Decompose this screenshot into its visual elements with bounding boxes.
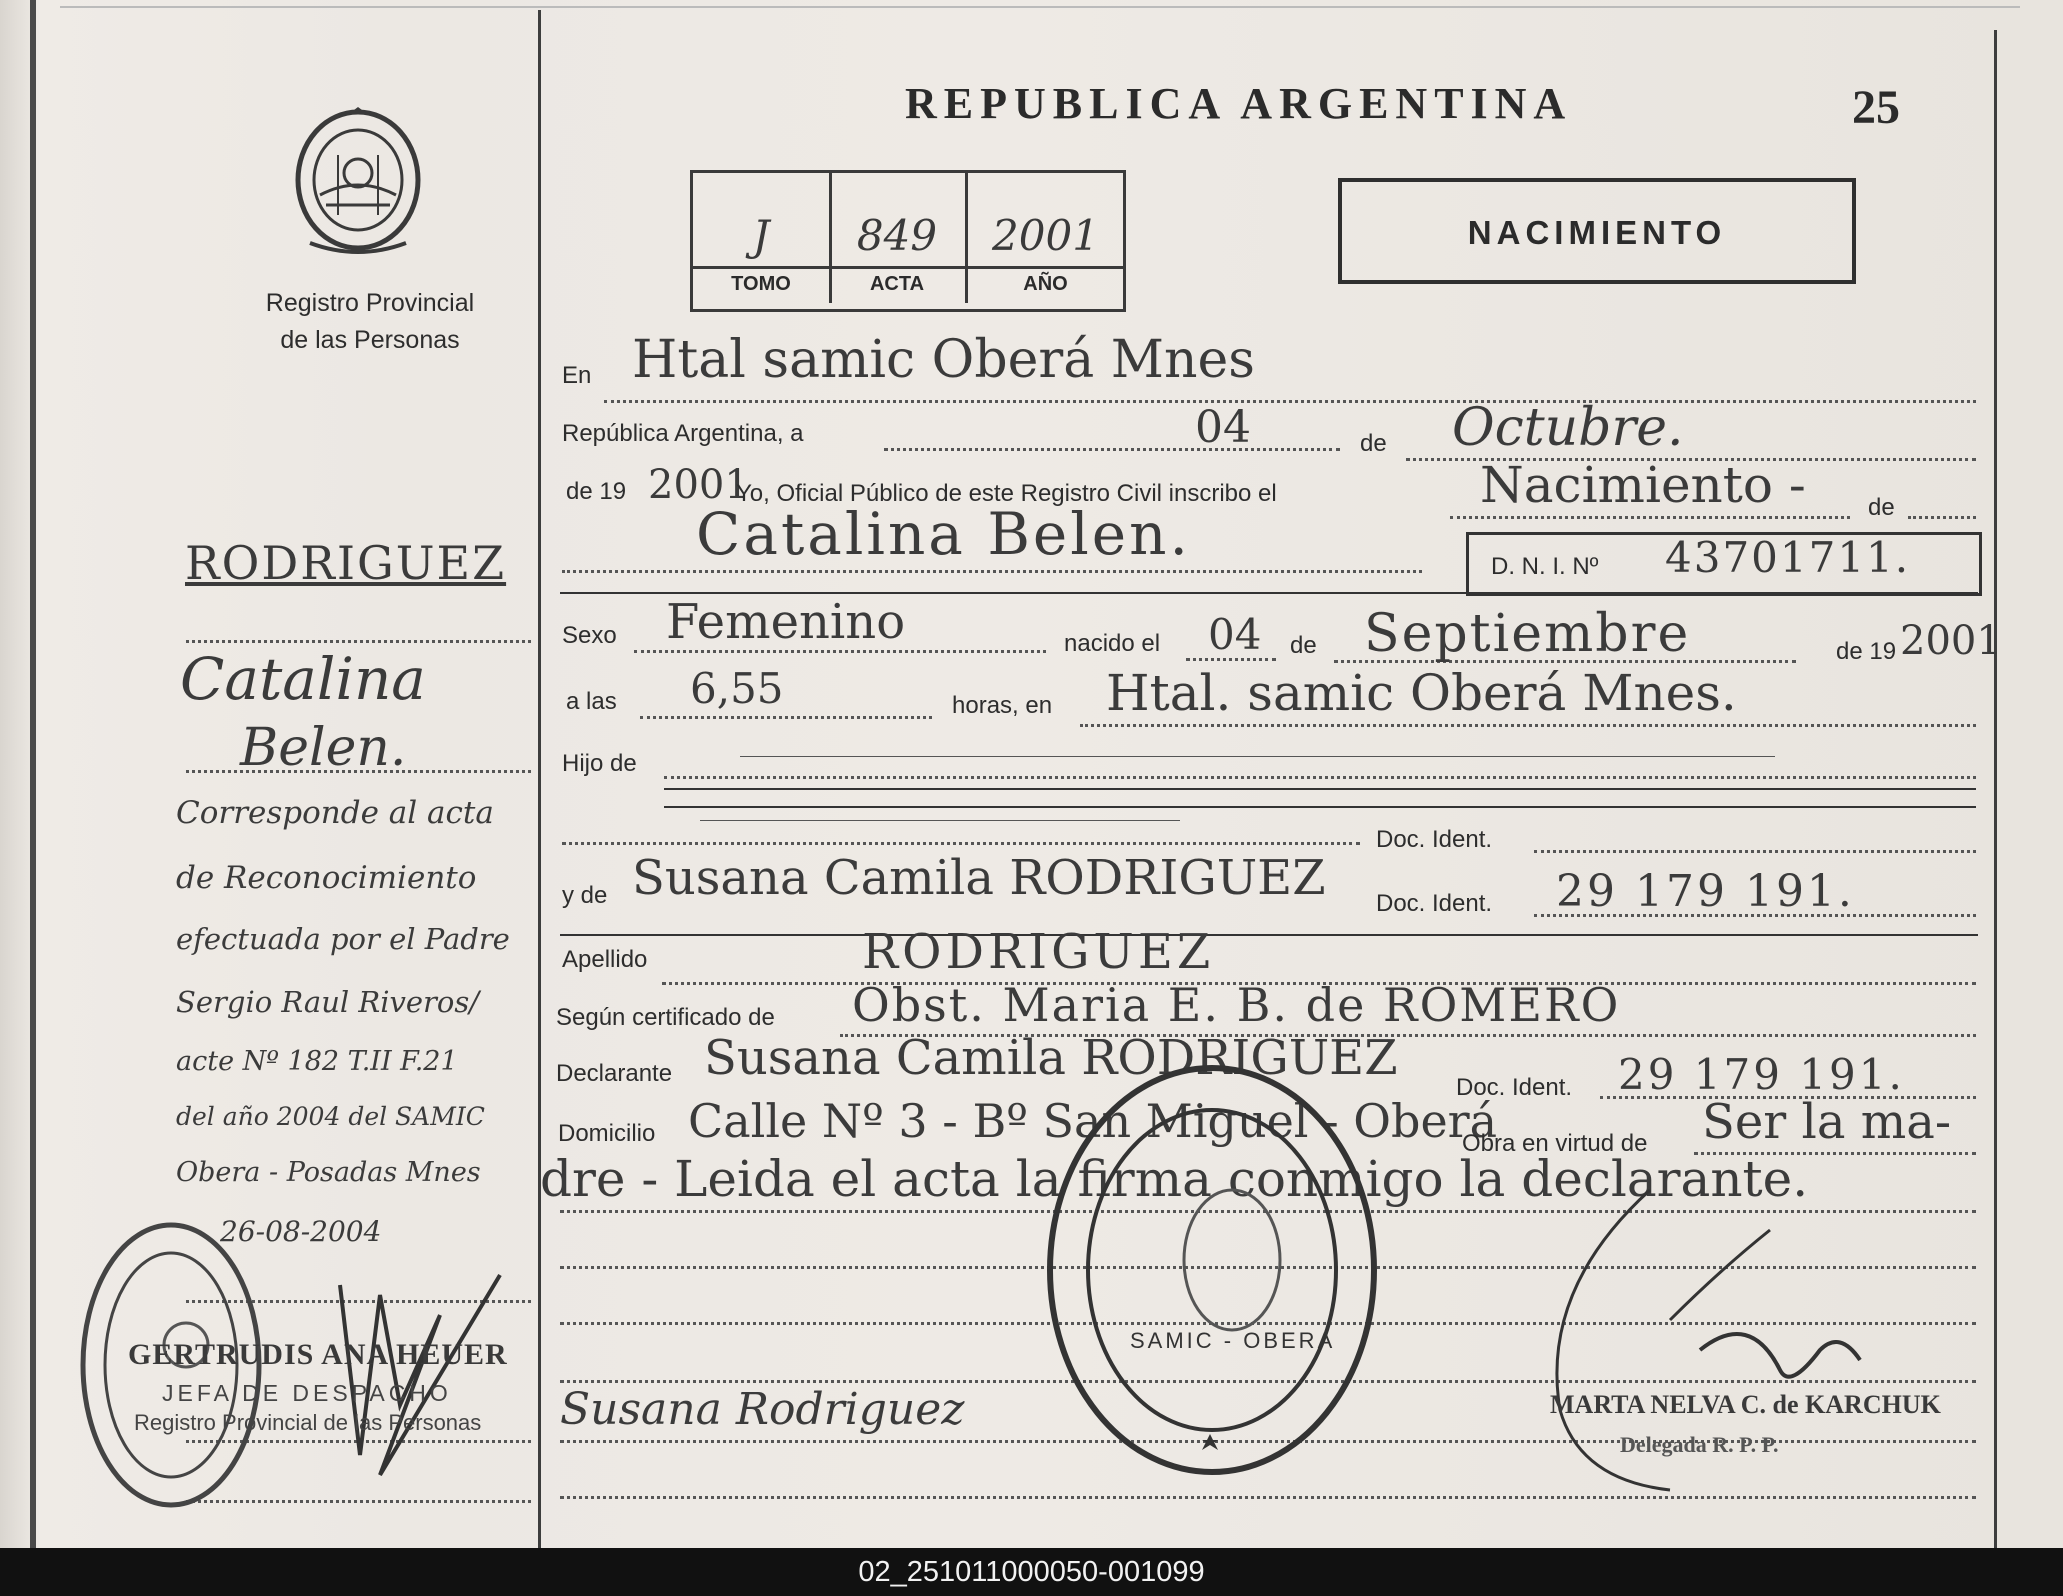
- en-dots: [604, 400, 1976, 403]
- sexo-dots: [634, 650, 1046, 653]
- horas-en-label: horas, en: [952, 692, 1053, 719]
- de19b-label: de 19: [1836, 638, 1897, 665]
- declarante-label: Declarante: [556, 1060, 673, 1087]
- margin-note-line-6: del año 2004 del SAMIC: [176, 1102, 485, 1131]
- de19-label: de 19: [566, 478, 627, 505]
- republica-label: República Argentina, a: [562, 420, 804, 447]
- anio-acta-value: 2001: [648, 462, 750, 508]
- obra-value: Ser la ma-: [1702, 1094, 1952, 1150]
- mes-value: Octubre.: [1452, 398, 1684, 458]
- image-code: 02_251011000050-001099: [858, 1556, 1205, 1588]
- top-edge-line: [60, 6, 2020, 8]
- madre-doc-value: 29 179 191.: [1556, 866, 1855, 917]
- certificado-value: Obst. Maria E. B. de ROMERO: [852, 978, 1621, 1032]
- apellido-value: RODRIGUEZ: [862, 924, 1215, 980]
- anio-cell: [968, 173, 1123, 303]
- anio-value: 2001: [992, 211, 1099, 260]
- apellido-label: Apellido: [562, 946, 648, 973]
- hora-dots: [640, 716, 932, 719]
- declarante-value: Susana Camila RODRIGUEZ: [704, 1030, 1398, 1086]
- doc-ident-label: Doc. Ident.: [1376, 826, 1493, 853]
- right-border: [1994, 30, 1997, 1548]
- column-divider: [538, 10, 541, 1548]
- center-oval-stamp-icon: [1042, 1060, 1382, 1480]
- inscribe-dots: [1450, 516, 1850, 519]
- de3-label: de: [1290, 632, 1317, 659]
- hijo-dots: [664, 776, 1976, 779]
- record-id-box: [690, 170, 1126, 312]
- margin-dots-2: [186, 770, 531, 773]
- domicilio-value: Calle Nº 3 - Bº San Miguel - Oberá: [688, 1094, 1498, 1148]
- acta-value: 849: [856, 211, 938, 260]
- nac-dia-value: 04: [1208, 610, 1262, 659]
- domicilio-label: Domicilio: [558, 1120, 656, 1147]
- margin-note-line-1: Corresponde al acta: [176, 795, 494, 831]
- nombre-value: Catalina Belen.: [696, 500, 1191, 568]
- inscribe-value: Nacimiento -: [1480, 456, 1806, 514]
- nacido-label: nacido el: [1064, 630, 1161, 657]
- nac-anio-value: 2001: [1900, 618, 2002, 664]
- margin-note-line-8: 26-08-2004: [220, 1215, 382, 1248]
- de2-label: de: [1868, 494, 1895, 521]
- anio-label: AÑO: [968, 266, 1123, 296]
- center-stamp-bottom: SAMIC - OBERA: [1130, 1328, 1336, 1353]
- dia-value: 04: [1195, 402, 1251, 453]
- acta-label: ACTA: [829, 266, 965, 296]
- record-type: NACIMIENTO: [1467, 214, 1727, 251]
- padre-dots: [562, 842, 1360, 845]
- margin-dots-1: [186, 640, 531, 643]
- tomo-cell: [693, 173, 832, 303]
- image-code-bar: [0, 1548, 2063, 1596]
- declarant-signature: Susana Rodriguez: [560, 1384, 965, 1435]
- madre-value: Susana Camila RODRIGUEZ: [632, 850, 1326, 906]
- provincial-seal-icon: [290, 105, 426, 255]
- oficial-label: Yo, Oficial Público de este Registro Civil inscribo el: [736, 480, 1277, 507]
- en-label: En: [562, 362, 592, 389]
- margin-note-line-5: acte Nº 182 T.II F.21: [176, 1046, 458, 1077]
- tomo-value: J: [752, 211, 770, 260]
- dni-value: 43701711.: [1665, 533, 1911, 582]
- margin-note-line-2: de Reconocimiento: [176, 860, 477, 896]
- doc-ident2-label: Doc. Ident.: [1376, 890, 1493, 917]
- a-las-label: a las: [566, 688, 617, 715]
- dni-box: [1466, 532, 1982, 596]
- de-label: de: [1360, 430, 1387, 457]
- margin-note-line-3: efectuada por el Padre: [176, 922, 510, 956]
- doc-ident3-label: Doc. Ident.: [1456, 1074, 1573, 1101]
- en-value: Htal samic Oberá Mnes: [632, 330, 1255, 390]
- hijo-strike-2: [664, 788, 1976, 790]
- agency-line-2: de las Personas: [280, 326, 460, 354]
- hora-value: 6,55: [690, 664, 784, 713]
- padre-doc-dots: [1534, 850, 1976, 853]
- dia-dots: [884, 448, 1340, 451]
- continuation-value: dre - Leida el acta la firma conmigo la declarante.: [540, 1150, 1809, 1208]
- margin-note-line-4: Sergio Raul Riveros/: [176, 985, 479, 1019]
- declarante-doc-value: 29 179 191.: [1618, 1050, 1905, 1099]
- record-type-box: [1338, 178, 1856, 284]
- margin-stamp-title: JEFA DE DESPACHO: [162, 1380, 452, 1406]
- obra-label: Obra en virtud de: [1462, 1130, 1648, 1157]
- hijo-label: Hijo de: [562, 750, 637, 777]
- acta-cell: [829, 173, 968, 303]
- lugar-dots: [1080, 724, 1976, 727]
- nac-mes-value: Septiembre: [1364, 604, 1691, 664]
- margin-given-2: Belen.: [240, 718, 407, 778]
- margin-stamp-name: GERTRUDIS ANA HEUER: [128, 1338, 508, 1371]
- agency-line-1: Registro Provincial: [265, 289, 475, 317]
- certificado-label: Según certificado de: [556, 1004, 775, 1031]
- nombre-dots: [562, 570, 1422, 573]
- sexo-label: Sexo: [562, 622, 617, 649]
- de2-dots: [1908, 516, 1976, 519]
- madre-doc-dots: [1534, 914, 1976, 917]
- page-fold: [30, 0, 36, 1548]
- page-number: 25: [1852, 81, 1900, 134]
- y-de-label: y de: [562, 882, 608, 909]
- dni-label: D. N. I. Nº: [1491, 553, 1599, 580]
- agency-name: [190, 285, 550, 359]
- rule-3: [560, 934, 1978, 936]
- margin-given-1: Catalina: [180, 645, 426, 713]
- tomo-label: TOMO: [693, 266, 829, 296]
- rule-2: [664, 806, 1976, 808]
- registrar-name: MARTA NELVA C. de KARCHUK: [1550, 1390, 1941, 1419]
- sexo-value: Femenino: [666, 594, 906, 650]
- registrar-title: Delegada R. P. P.: [1620, 1432, 1779, 1457]
- lugar-value: Htal. samic Oberá Mnes.: [1106, 664, 1737, 722]
- margin-stamp-office: Registro Provincial de las Personas: [134, 1410, 482, 1435]
- country-heading: REPUBLICA ARGENTINA: [905, 79, 1573, 128]
- margin-note-line-7: Obera - Posadas Mnes: [176, 1157, 481, 1188]
- margin-surname: RODRIGUEZ: [185, 536, 507, 590]
- hijo-strike-1: [740, 756, 1775, 757]
- padre-strike: [700, 820, 1180, 821]
